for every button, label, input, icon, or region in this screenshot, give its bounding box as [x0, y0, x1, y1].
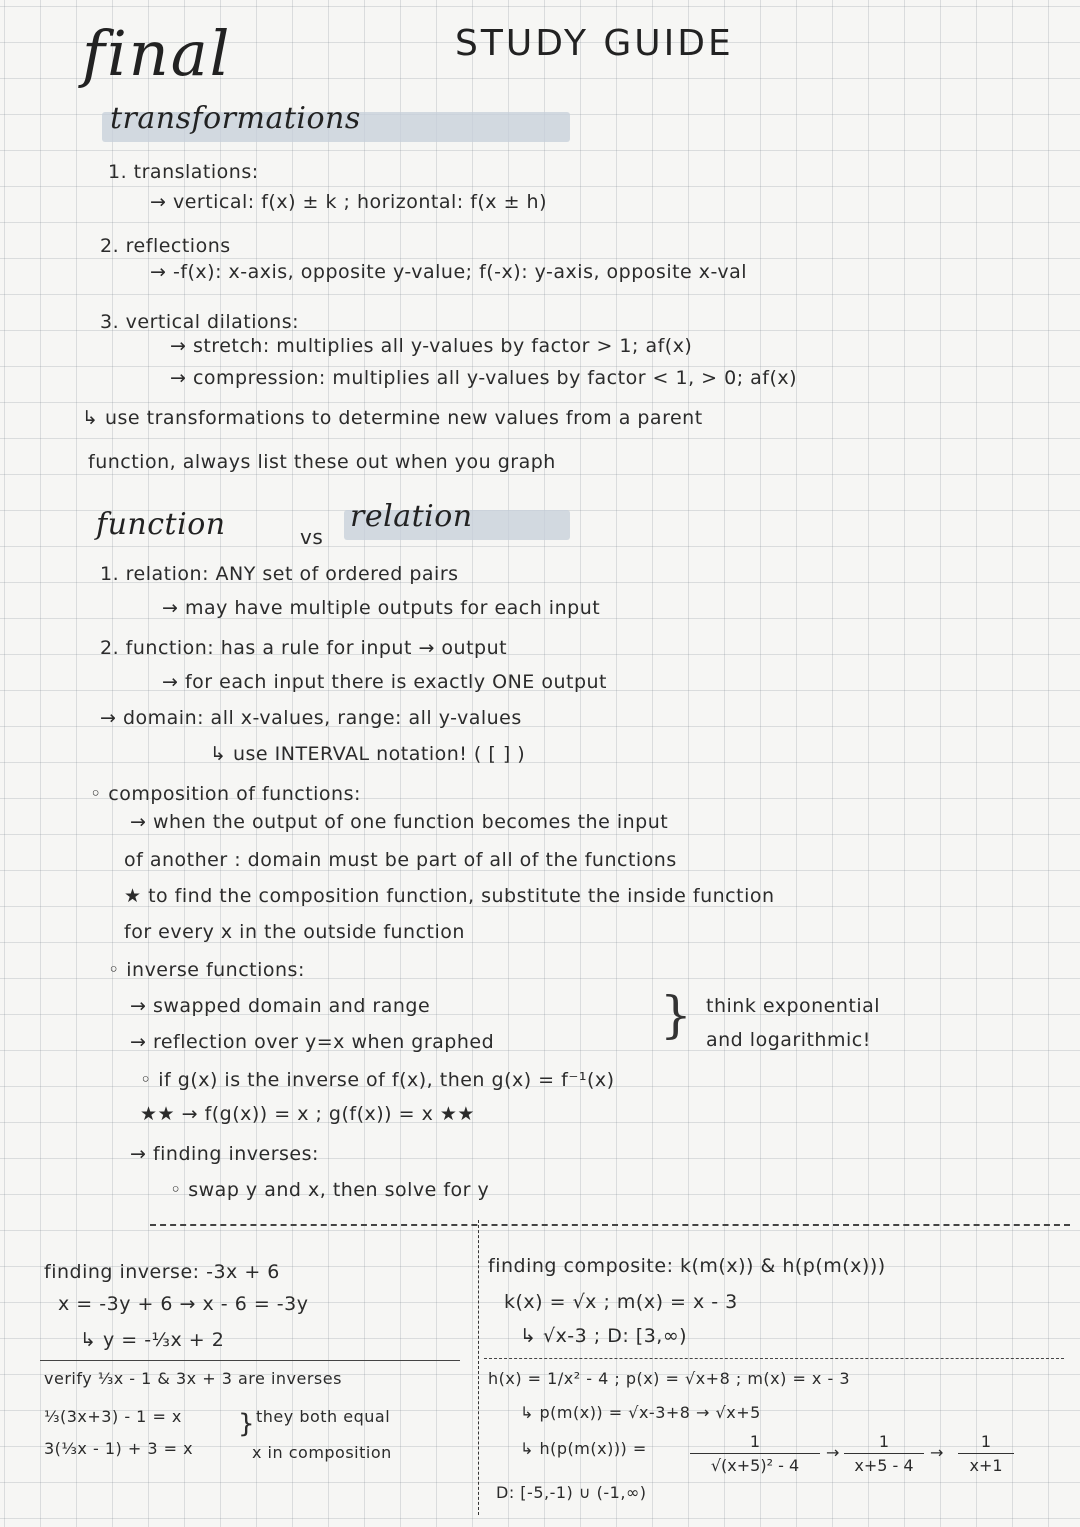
transformations-line-6: → stretch: multiplies all y-values by factor > 1; af(x) [170, 335, 693, 357]
inverse-line-5: → finding inverses: [130, 1143, 319, 1165]
transformations-line-9: function, always list these out when you graph [88, 451, 556, 473]
vs-label: vs [300, 525, 324, 549]
inverse-line-4: ★★ → f(g(x)) = x ; g(f(x)) = x ★★ [140, 1103, 475, 1125]
fraction-3 [958, 1432, 1014, 1475]
right-example-line-1: finding composite: k(m(x)) & h(p(m(x))) [488, 1255, 886, 1277]
right-example-line-2: k(x) = √x ; m(x) = x - 3 [504, 1291, 738, 1313]
transformations-heading: transformations [110, 101, 361, 136]
transformations-line-8: ↳ use transformations to determine new values from a parent [82, 407, 703, 429]
composition-line-3: ★ to find the composition function, substitute the inside function [124, 885, 775, 907]
inverse-note-1: think exponential [706, 995, 881, 1017]
relation-line-1: 1. relation: ANY set of ordered pairs [100, 563, 459, 585]
interval-notation-line: ↳ use INTERVAL notation! ( [ ] ) [210, 743, 526, 765]
inverse-line-1: → swapped domain and range [130, 995, 431, 1017]
left-example-brace: } [238, 1409, 256, 1439]
transformations-line-4: → -f(x): x-axis, opposite y-value; f(-x): y-axis, opposite x-val [150, 261, 748, 283]
fraction-3-num: 1 [980, 1432, 992, 1451]
right-example-rule [484, 1358, 1064, 1359]
left-example-line-1: finding inverse: -3x + 6 [44, 1261, 280, 1283]
right-example-line-4: h(x) = 1/x² - 4 ; p(x) = √x+8 ; m(x) = x - 3 [488, 1369, 851, 1388]
left-example-line-6: 3(⅓x - 1) + 3 = x [44, 1439, 194, 1458]
transformations-line-3: 2. reflections [100, 235, 231, 257]
inverse-heading: ◦ inverse functions: [108, 959, 305, 981]
function-line-3: 2. function: has a rule for input → output [100, 637, 508, 659]
transformations-line-7: → compression: multiplies all y-values by factor < 1, > 0; af(x) [170, 367, 798, 389]
dashed-divider [150, 1224, 1070, 1226]
inverse-line-2: → reflection over y=x when graphed [130, 1031, 495, 1053]
composition-line-1: → when the output of one function becomes the input [130, 811, 669, 833]
composition-heading: ◦ composition of functions: [90, 783, 361, 805]
function-heading: function [96, 507, 226, 542]
arrow-2: → [930, 1443, 944, 1462]
fraction-3-den: x+1 [969, 1456, 1003, 1475]
left-example-line-4: verify ⅓x - 1 & 3x + 3 are inverses [44, 1369, 342, 1388]
fraction-2 [844, 1432, 924, 1475]
transformations-line-1: 1. translations: [108, 161, 259, 183]
function-line-4: → for each input there is exactly ONE output [162, 671, 608, 693]
transformations-line-5: 3. vertical dilations: [100, 311, 300, 333]
relation-line-2: → may have multiple outputs for each input [162, 597, 601, 619]
title-script: final [82, 17, 232, 90]
right-example-line-6: ↳ h(p(m(x))) = [520, 1439, 647, 1458]
fraction-1-den: √(x+5)² - 4 [710, 1456, 800, 1475]
transformations-line-2: → vertical: f(x) ± k ; horizontal: f(x ± h) [150, 191, 547, 213]
fraction-2-den: x+5 - 4 [854, 1456, 914, 1475]
composition-line-2: of another : domain must be part of all of the functions [124, 849, 677, 871]
inverse-line-3: ◦ if g(x) is the inverse of f(x), then g(x) = f⁻¹(x) [140, 1069, 615, 1091]
inverse-note-2: and logarithmic! [706, 1029, 871, 1051]
left-example-line-8: x in composition [252, 1443, 392, 1462]
composition-line-4: for every x in the outside function [124, 921, 465, 943]
left-example-line-2: x = -3y + 6 → x - 6 = -3y [58, 1293, 309, 1315]
left-example-line-5: ⅓(3x+3) - 1 = x [44, 1407, 182, 1426]
left-example-line-7: they both equal [256, 1407, 391, 1426]
relation-heading: relation [350, 499, 473, 534]
right-example-line-5: ↳ p(m(x)) = √x-3+8 → √x+5 [520, 1403, 761, 1422]
left-example-line-3: ↳ y = -⅓x + 2 [80, 1329, 225, 1351]
fraction-1-num: 1 [749, 1432, 761, 1451]
domain-range-line: → domain: all x-values, range: all y-values [100, 707, 522, 729]
inverse-brace: } [660, 986, 692, 1044]
arrow-1: → [826, 1443, 840, 1462]
fraction-1 [690, 1432, 820, 1475]
inverse-line-6: ◦ swap y and x, then solve for y [170, 1179, 490, 1201]
right-example-line-7: D: [-5,-1) ∪ (-1,∞) [496, 1483, 647, 1502]
left-example-rule [40, 1360, 460, 1361]
title-print: STUDY GUIDE [455, 23, 734, 64]
fraction-2-num: 1 [878, 1432, 890, 1451]
right-example-line-3: ↳ √x-3 ; D: [3,∞) [520, 1325, 688, 1347]
column-divider [478, 1220, 479, 1515]
